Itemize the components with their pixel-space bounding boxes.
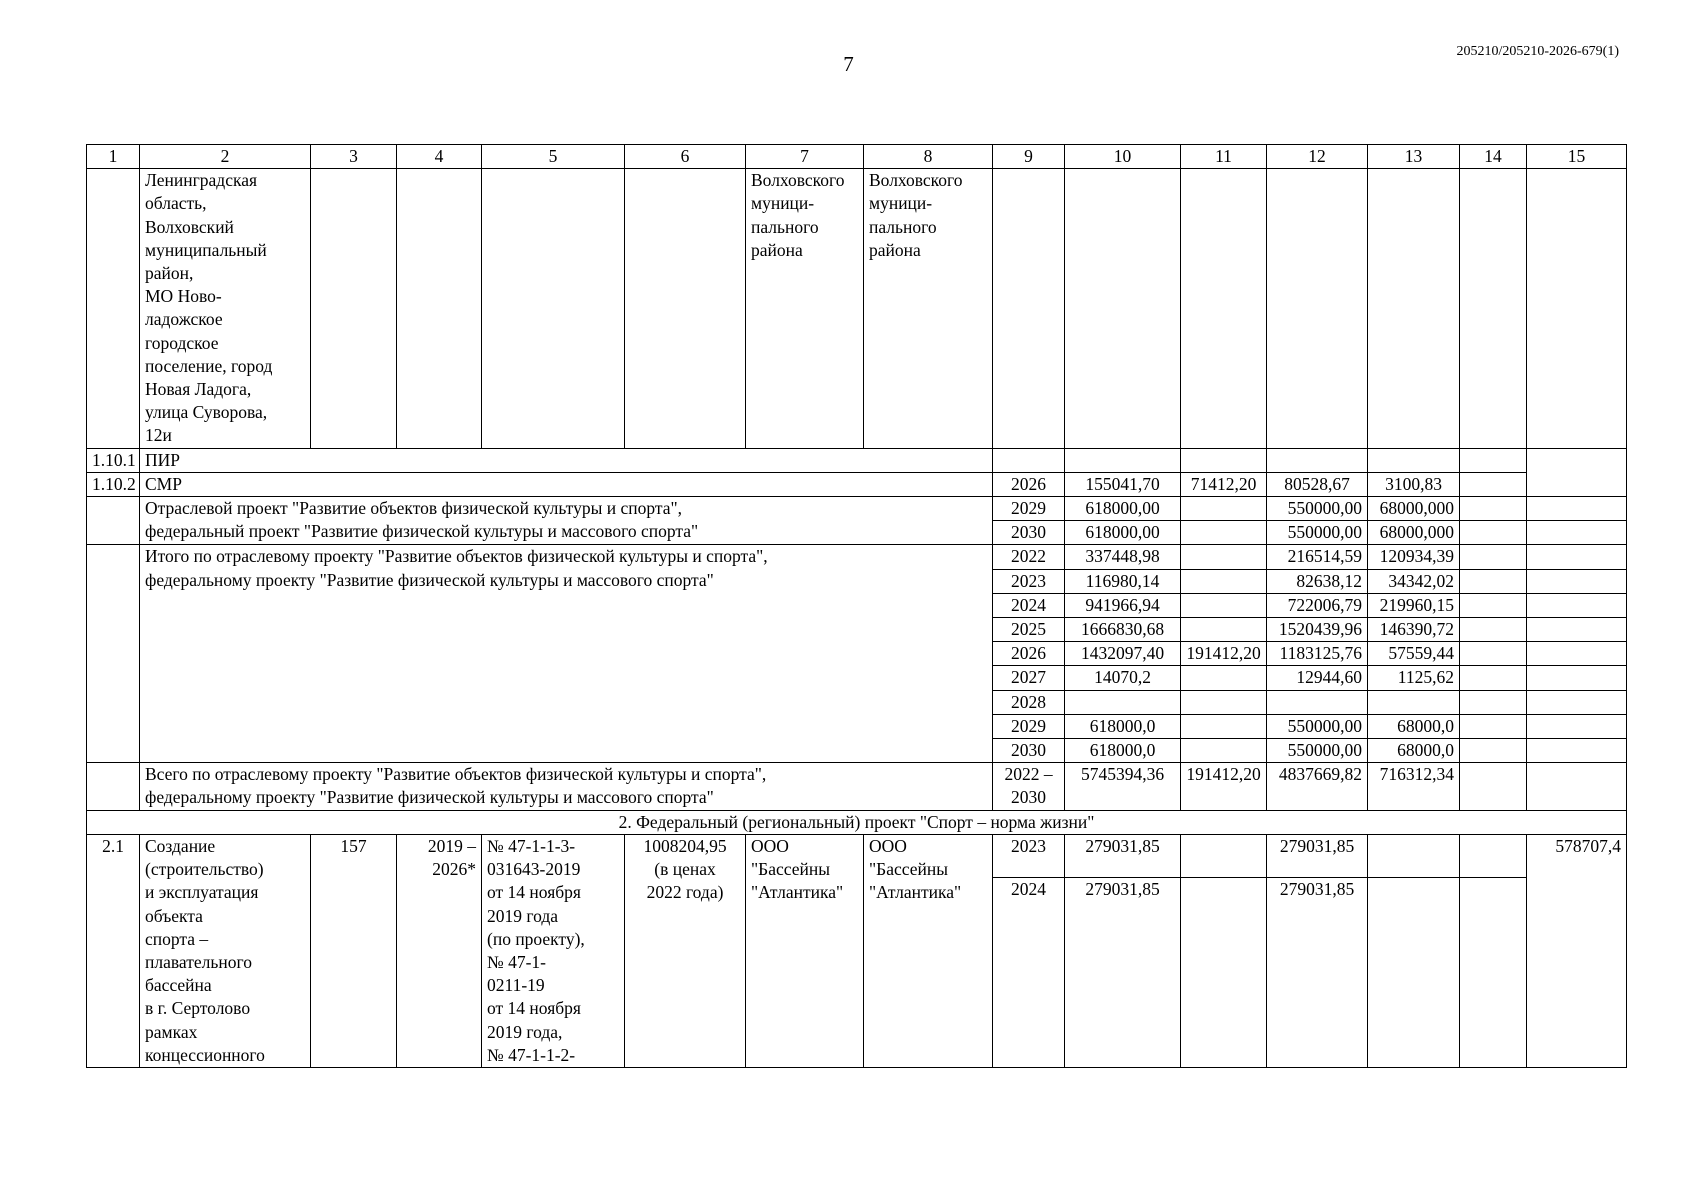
amount-local: 68000,000 <box>1368 521 1460 545</box>
table-row <box>87 472 1627 496</box>
remaining-cost-cell: 578707,4 <box>1527 834 1627 1067</box>
column-number: 1 <box>87 145 140 169</box>
year-cell: 2022 <box>993 545 1065 569</box>
amount-local: 120934,39 <box>1368 545 1460 569</box>
developer-cell: Волховского муници- пального района <box>864 169 993 448</box>
amount-regional: 550000,00 <box>1267 497 1368 521</box>
year-cell: 2027 <box>993 666 1065 690</box>
year-cell: 2030 <box>993 521 1065 545</box>
section-title: 2. Федеральный (региональный) проект "Спорт – норма жизни" <box>87 810 1627 834</box>
amount-regional <box>1267 690 1368 714</box>
developer-cell: ООО "Бассейны "Атлантика" <box>864 834 993 1067</box>
column-number: 7 <box>746 145 864 169</box>
amount-total: 618000,0 <box>1065 714 1181 738</box>
amount-local: 34342,02 <box>1368 569 1460 593</box>
year-cell: 2030 <box>993 739 1065 763</box>
section-header-row <box>87 810 1627 834</box>
amount-total: 116980,14 <box>1065 569 1181 593</box>
financing-table <box>86 144 1627 1068</box>
amount-total: 618000,0 <box>1065 739 1181 763</box>
amount-local: 68000,0 <box>1368 714 1460 738</box>
amount-local: 1125,62 <box>1368 666 1460 690</box>
column-number: 9 <box>993 145 1065 169</box>
amount-total: 279031,85 <box>1065 877 1181 1067</box>
amount-regional: 279031,85 <box>1267 834 1368 877</box>
amount-total: 618000,00 <box>1065 497 1181 521</box>
amount-local: 716312,34 <box>1368 763 1460 810</box>
table-row <box>87 497 1627 521</box>
amount-federal <box>1181 593 1267 617</box>
amount-local: 68000,0 <box>1368 739 1460 763</box>
amount-regional: 722006,79 <box>1267 593 1368 617</box>
amount-local: 219960,15 <box>1368 593 1460 617</box>
amount-regional: 216514,59 <box>1267 545 1368 569</box>
amount-regional: 1520439,96 <box>1267 618 1368 642</box>
row-label: СМР <box>140 472 993 496</box>
column-number: 5 <box>482 145 625 169</box>
column-number: 13 <box>1368 145 1460 169</box>
amount-local: 3100,83 <box>1368 472 1460 496</box>
amount-regional: 80528,67 <box>1267 472 1368 496</box>
amount-federal: 71412,20 <box>1181 472 1267 496</box>
capacity-cell: 157 <box>311 834 397 1067</box>
amount-total: 155041,70 <box>1065 472 1181 496</box>
year-cell: 2025 <box>993 618 1065 642</box>
amount-federal <box>1181 569 1267 593</box>
subtotal-label: Итого по отраслевому проекту "Развитие объектов физической культуры и спорта", федеральному проекту "Развитие физической культуры и массового спорта" <box>140 545 993 763</box>
year-cell: 2023 <box>993 834 1065 877</box>
year-cell: 2029 <box>993 714 1065 738</box>
row-number: 2.1 <box>87 834 140 1067</box>
year-cell: 2026 <box>993 642 1065 666</box>
amount-federal <box>1181 739 1267 763</box>
expertise-cell: № 47-1-1-3- 031643-2019 от 14 ноября 2019 года (по проекту), № 47-1- 0211-19 от 14 ноября 2019 года, № 47-1-1-2- <box>482 834 625 1067</box>
amount-total: 618000,00 <box>1065 521 1181 545</box>
amount-federal: 191412,20 <box>1181 642 1267 666</box>
amount-total <box>1065 690 1181 714</box>
amount-federal <box>1181 714 1267 738</box>
amount-regional: 82638,12 <box>1267 569 1368 593</box>
year-cell: 2024 <box>993 593 1065 617</box>
amount-federal <box>1181 618 1267 642</box>
object-location: Ленинградская область, Волховский муниципальный район, МО Ново- ладожское городское поселение, город Новая Ладога, улица Суворова, 12и <box>140 169 311 448</box>
column-number-row <box>87 145 1627 169</box>
amount-total: 5745394,36 <box>1065 763 1181 810</box>
column-number: 14 <box>1460 145 1527 169</box>
total-label: Всего по отраслевому проекту "Развитие объектов физической культуры и спорта", федеральному проекту "Развитие физической культуры и массового спорта" <box>140 763 993 810</box>
column-number: 2 <box>140 145 311 169</box>
amount-federal <box>1181 545 1267 569</box>
amount-total: 941966,94 <box>1065 593 1181 617</box>
amount-federal: 191412,20 <box>1181 763 1267 810</box>
period-cell: 2019 – 2026* <box>397 834 482 1067</box>
year-cell: 2026 <box>993 472 1065 496</box>
amount-local: 68000,000 <box>1368 497 1460 521</box>
amount-regional: 1183125,76 <box>1267 642 1368 666</box>
customer-cell: ООО "Бассейны "Атлантика" <box>746 834 864 1067</box>
object-name: Создание (строительство) и эксплуатация объекта спорта – плавательного бассейна в г. Сертолово рамках концессионного <box>140 834 311 1067</box>
amount-federal <box>1181 666 1267 690</box>
amount-total: 1432097,40 <box>1065 642 1181 666</box>
amount-local <box>1368 690 1460 714</box>
amount-regional: 279031,85 <box>1267 877 1368 1067</box>
column-number: 6 <box>625 145 746 169</box>
year-cell: 2028 <box>993 690 1065 714</box>
amount-local: 57559,44 <box>1368 642 1460 666</box>
table-row <box>87 448 1627 472</box>
amount-federal <box>1181 690 1267 714</box>
amount-total: 279031,85 <box>1065 834 1181 877</box>
column-number: 11 <box>1181 145 1267 169</box>
page-number: 7 <box>843 52 854 76</box>
row-label: ПИР <box>140 448 993 472</box>
row-number: 1.10.2 <box>87 472 140 496</box>
year-cell: 2023 <box>993 569 1065 593</box>
estimate-cell: 1008204,95 (в ценах 2022 года) <box>625 834 746 1067</box>
table-row <box>87 834 1627 877</box>
amount-total: 1666830,68 <box>1065 618 1181 642</box>
year-range-cell: 2022 – 2030 <box>993 763 1065 810</box>
table-row <box>87 545 1627 569</box>
column-number: 8 <box>864 145 993 169</box>
column-number: 4 <box>397 145 482 169</box>
amount-total: 14070,2 <box>1065 666 1181 690</box>
column-number: 10 <box>1065 145 1181 169</box>
year-cell: 2024 <box>993 877 1065 1067</box>
column-number: 15 <box>1527 145 1627 169</box>
amount-regional: 4837669,82 <box>1267 763 1368 810</box>
year-cell: 2029 <box>993 497 1065 521</box>
row-number: 1.10.1 <box>87 448 140 472</box>
amount-total: 337448,98 <box>1065 545 1181 569</box>
amount-regional: 12944,60 <box>1267 666 1368 690</box>
document-id: 205210/205210-2026-679(1) <box>1456 44 1619 59</box>
column-number: 12 <box>1267 145 1368 169</box>
table-row <box>87 763 1627 810</box>
object-row-continuation <box>87 169 1627 448</box>
amount-regional: 550000,00 <box>1267 521 1368 545</box>
amount-regional: 550000,00 <box>1267 739 1368 763</box>
project-label: Отраслевой проект "Развитие объектов физической культуры и спорта", федеральный проект "Развитие физической культуры и массового спорта" <box>140 497 993 545</box>
customer-cell: Волховского муници- пального района <box>746 169 864 448</box>
column-number: 3 <box>311 145 397 169</box>
amount-regional: 550000,00 <box>1267 714 1368 738</box>
amount-local: 146390,72 <box>1368 618 1460 642</box>
